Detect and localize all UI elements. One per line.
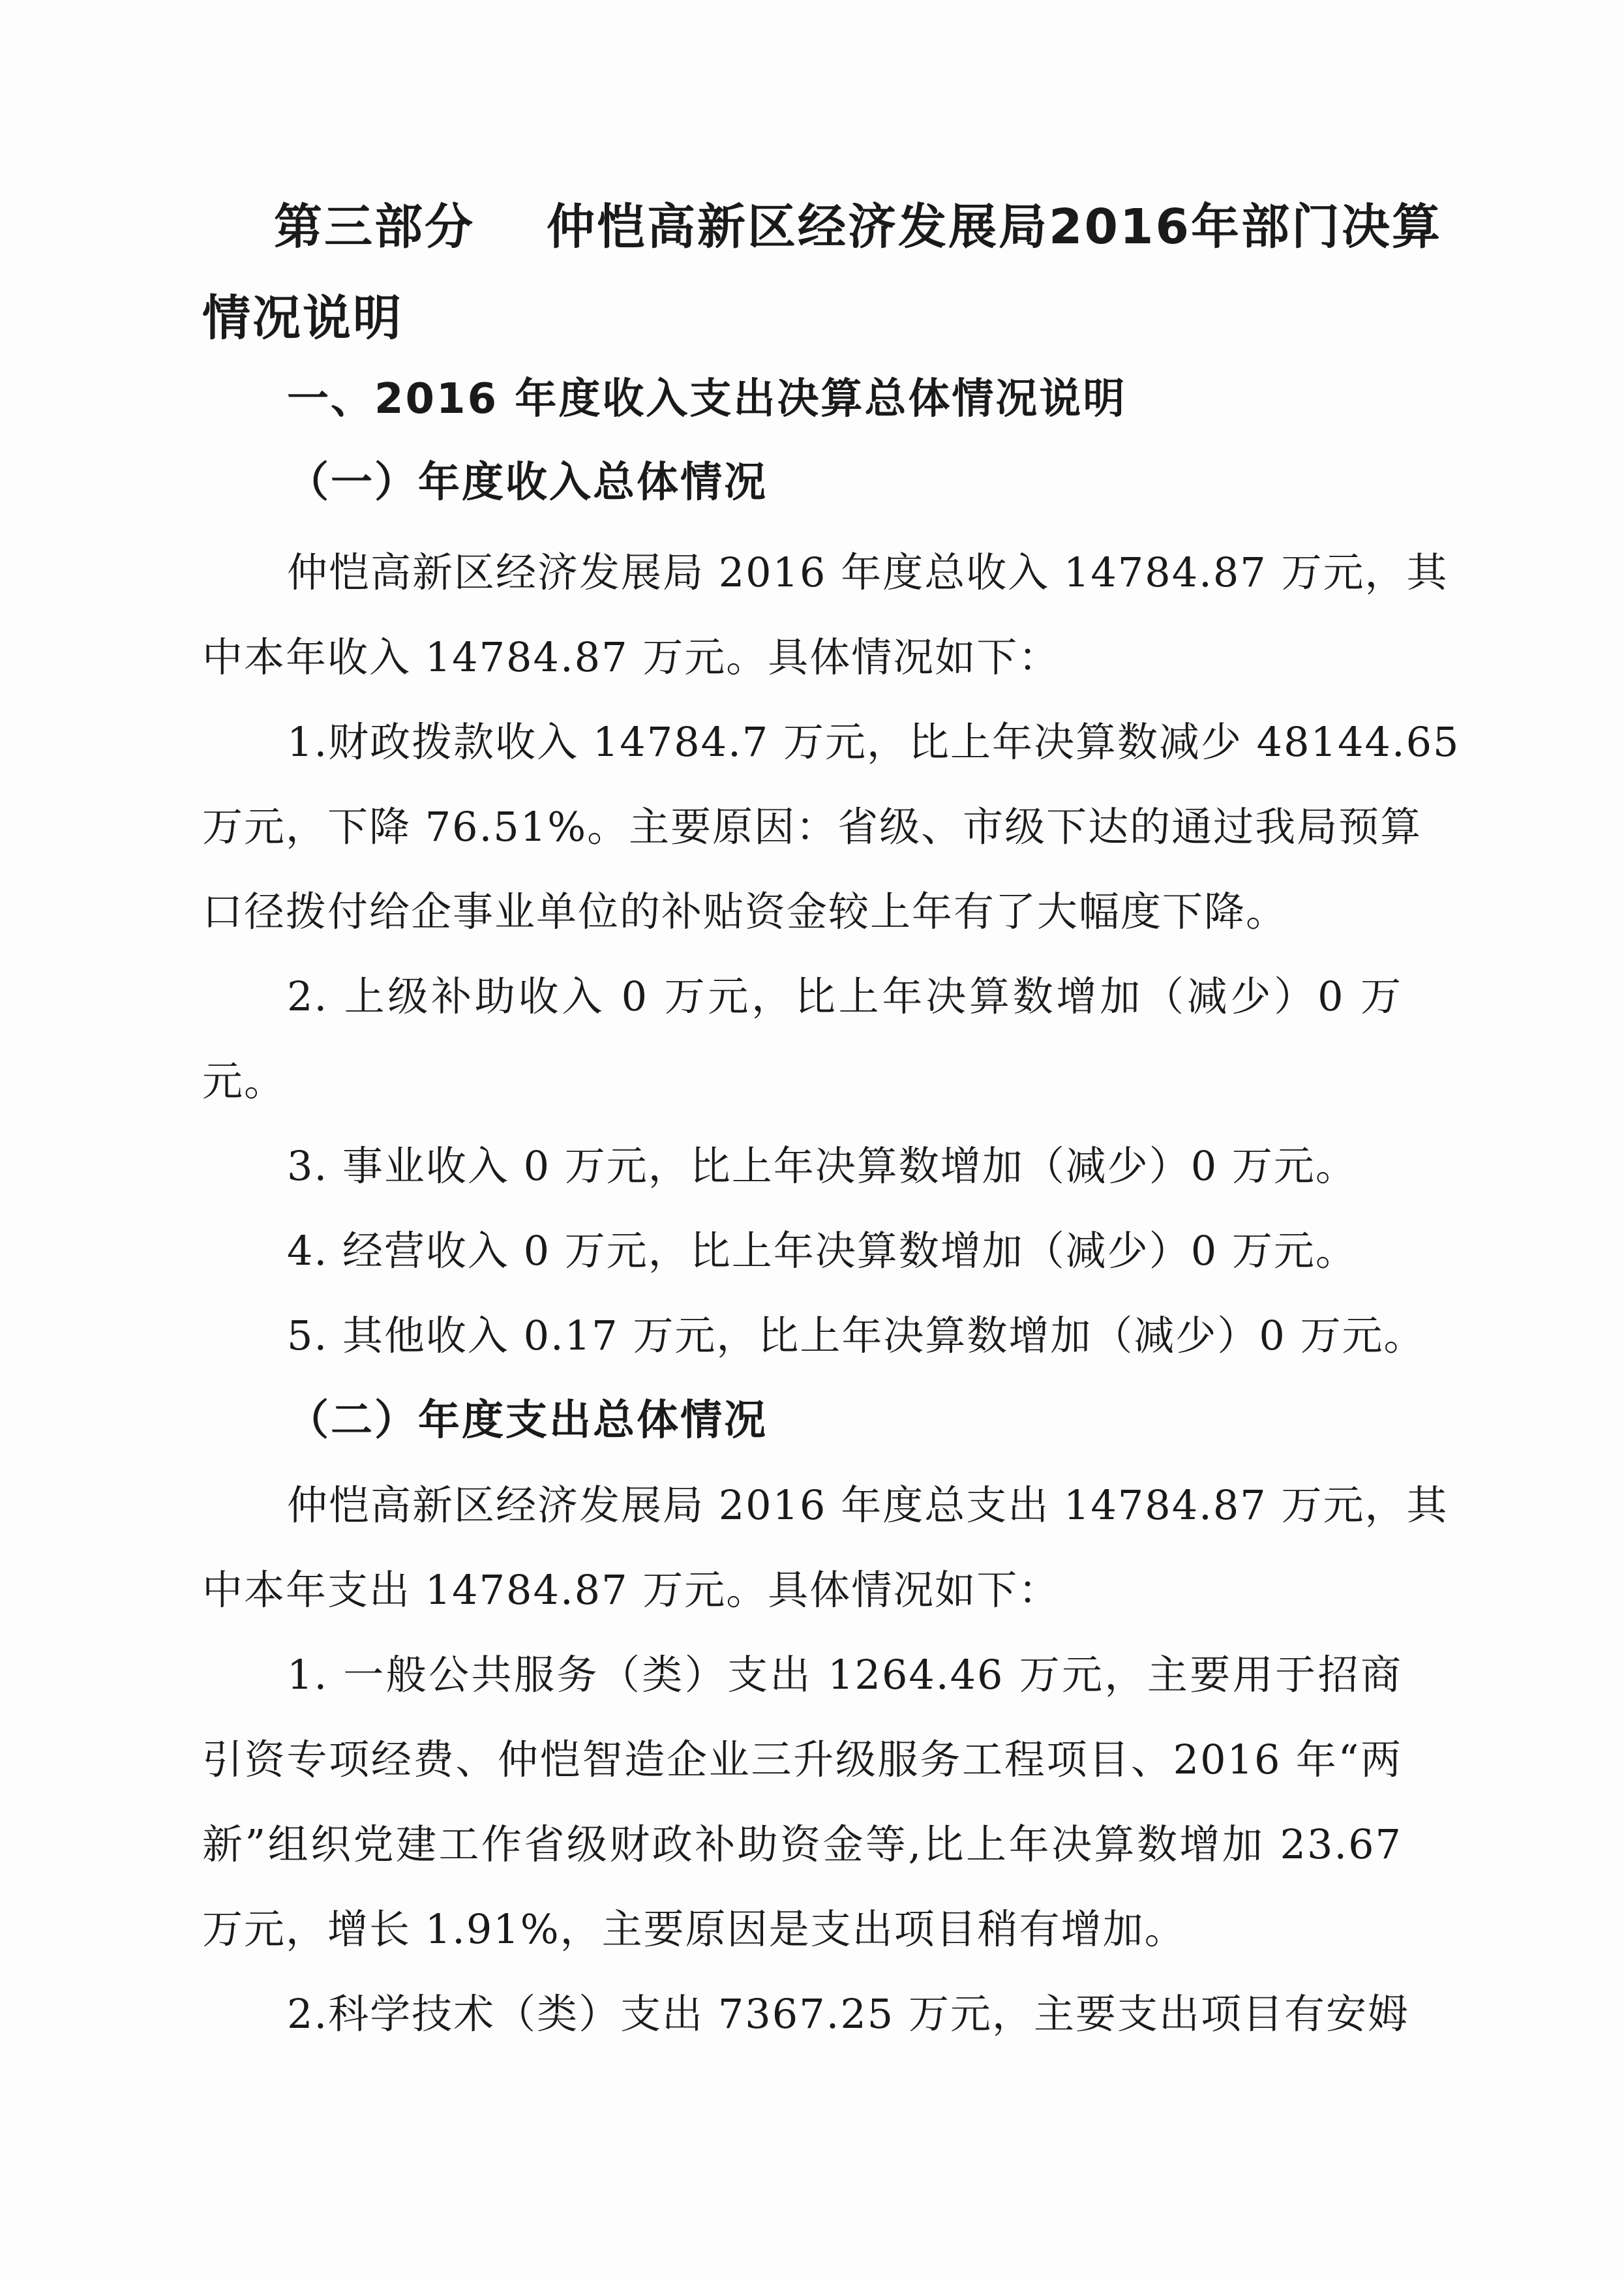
income-item-2-line-1: 2. 上级补助收入 0 万元，比上年决算数增加（减少）0 万 [287,973,1402,1020]
income-item-5: 5. 其他收入 0.17 万元，比上年决算数增加（减少）0 万元。 [287,1312,1426,1359]
expense-item-1-line-4: 万元，增长 1.91%，主要原因是支出项目稍有增加。 [202,1905,1186,1953]
income-paragraph-line-2: 中本年收入 14784.87 万元。具体情况如下： [202,633,1060,681]
income-item-4: 4. 经营收入 0 万元，比上年决算数增加（减少）0 万元。 [287,1227,1357,1275]
document-title [274,196,1474,258]
expense-heading: （二）年度支出总体情况 [287,1396,768,1445]
expense-item-1-line-3: 新”组织党建工作省级财政补助资金等,比上年决算数增加 23.67 [202,1820,1402,1868]
section-heading-1: 一、2016 年度收入支出决算总体情况说明 [287,375,1127,423]
title-part: 第三部分 [274,199,475,255]
expense-item-1-line-2: 引资专项经费、仲恺智造企业三升级服务工程项目、2016 年“两 [202,1736,1402,1783]
expense-paragraph-line-1: 仲恺高新区经济发展局 2016 年度总支出 14784.87 万元，其 [287,1481,1449,1529]
income-item-2-line-2: 元。 [202,1057,286,1105]
income-item-1-line-2: 万元，下降 76.51%。主要原因：省级、市级下达的通过我局预算 [202,803,1422,851]
expense-item-1-line-1: 1. 一般公共服务（类）支出 1264.46 万元，主要用于招商 [287,1651,1402,1698]
income-heading: （一）年度收入总体情况 [287,459,768,507]
income-paragraph-line-1: 仲恺高新区经济发展局 2016 年度总收入 14784.87 万元，其 [287,549,1449,596]
title-main: 仲恺高新区经济发展局2016年部门决算 [547,199,1442,255]
expense-item-2-line-1: 2.科学技术（类）支出 7367.25 万元，主要支出项目有安姆 [287,1990,1409,2038]
income-item-1-line-3: 口径拨付给企事业单位的补贴资金较上年有了大幅度下降。 [202,888,1288,935]
expense-paragraph-line-2: 中本年支出 14784.87 万元。具体情况如下： [202,1566,1060,1614]
income-item-1-line-1: 1.财政拨款收入 14784.7 万元，比上年决算数减少 48144.65 [287,718,1460,766]
document-title-continued: 情况说明 [202,290,403,346]
income-item-3: 3. 事业收入 0 万元，比上年决算数增加（减少）0 万元。 [287,1142,1357,1190]
